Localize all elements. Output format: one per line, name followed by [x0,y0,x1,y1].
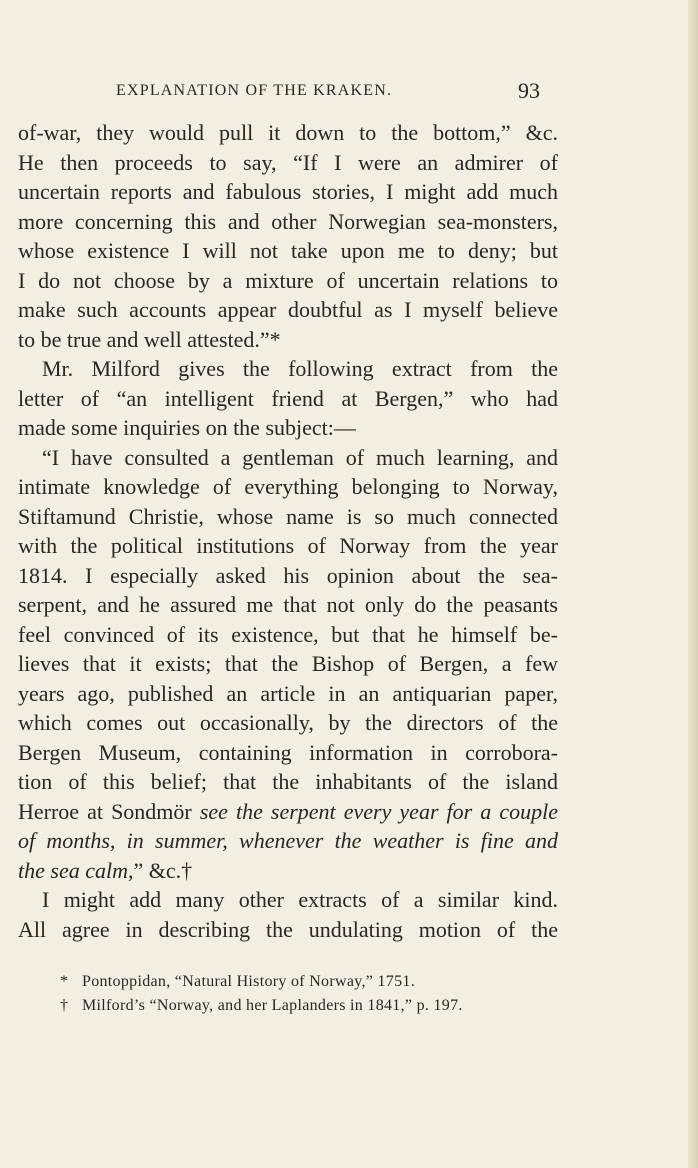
text-line: I might add many other extracts of a similar kind. [42,887,558,912]
text-segment: ” &c.† [133,857,193,883]
text-line: letter of “an intelligent friend at Bergen,” who had [18,385,558,411]
text-line: lieves that it exists; that the Bishop of Bergen, a few [18,651,558,676]
footnote-mark: * [60,973,69,990]
text-line: whose existence I will not take upon me to deny; but [18,238,558,263]
page-number: 93 [518,78,540,103]
page-header [0,78,698,108]
text-line: tion of this belief; that the inhabitants of the island [18,769,558,794]
footnote [60,994,560,1018]
text-line: serpent, and he assured me that not only do the peasants [18,592,558,617]
footnotes [60,970,560,1018]
text-line: I do not choose by a mixture of uncertain relations to [18,267,558,293]
text-line: All agree in describing the undulating motion of the [18,916,558,942]
text-line: to be true and well attested.”* [18,326,281,352]
text-line: intimate knowledge of everything belonging to Norway, [18,474,558,499]
italic-text: the sea calm, [18,857,134,883]
text-line: which comes out occasionally, by the directors of the [18,710,558,735]
page-edge [688,0,698,1168]
italic-text: of months, in summer, whenever the weather is fine and [18,828,558,853]
text-line: Bergen Museum, containing information in corrobora- [18,739,558,765]
italic-text: see the serpent every year for a couple [199,798,558,824]
text-line [18,797,558,827]
footnote [60,970,560,994]
text-line: “I have consulted a gentleman of much learning, and [42,444,558,470]
text-line: uncertain reports and fabulous stories, I might add much [18,179,558,204]
text-line [18,856,558,886]
body-text [18,118,558,944]
text-line: 1814. I especially asked his opinion about the sea- [18,562,558,588]
text-line: feel convinced of its existence, but that he himself be- [18,621,558,647]
footnote-mark: † [60,997,69,1014]
footnote-text: Pontoppidan, “Natural History of Norway,” 1751. [82,973,415,990]
text-line: Stiftamund Christie, whose name is so much connected [18,503,558,529]
text-line: of-war, they would pull it down to the bottom,” &c. [18,120,558,145]
text-line: more concerning this and other Norwegian sea-monsters, [18,208,558,234]
text-segment: Herroe at Sondmör [18,798,192,824]
text-line: with the political institutions of Norway from the year [18,533,558,558]
text-line: Mr. Milford gives the following extract from the [42,356,558,381]
text-line: made some inquiries on the subject:— [18,415,356,440]
text-line: years ago, published an article in an antiquarian paper, [18,680,558,706]
running-head: EXPLANATION OF THE KRAKEN. [116,82,393,99]
text-line: make such accounts appear doubtful as I myself believe [18,297,558,322]
footnote-text: Milford’s “Norway, and her Laplanders in 1841,” p. 197. [82,997,463,1014]
text-line: He then proceeds to say, “If I were an admirer of [18,149,558,175]
text-line [18,826,558,856]
